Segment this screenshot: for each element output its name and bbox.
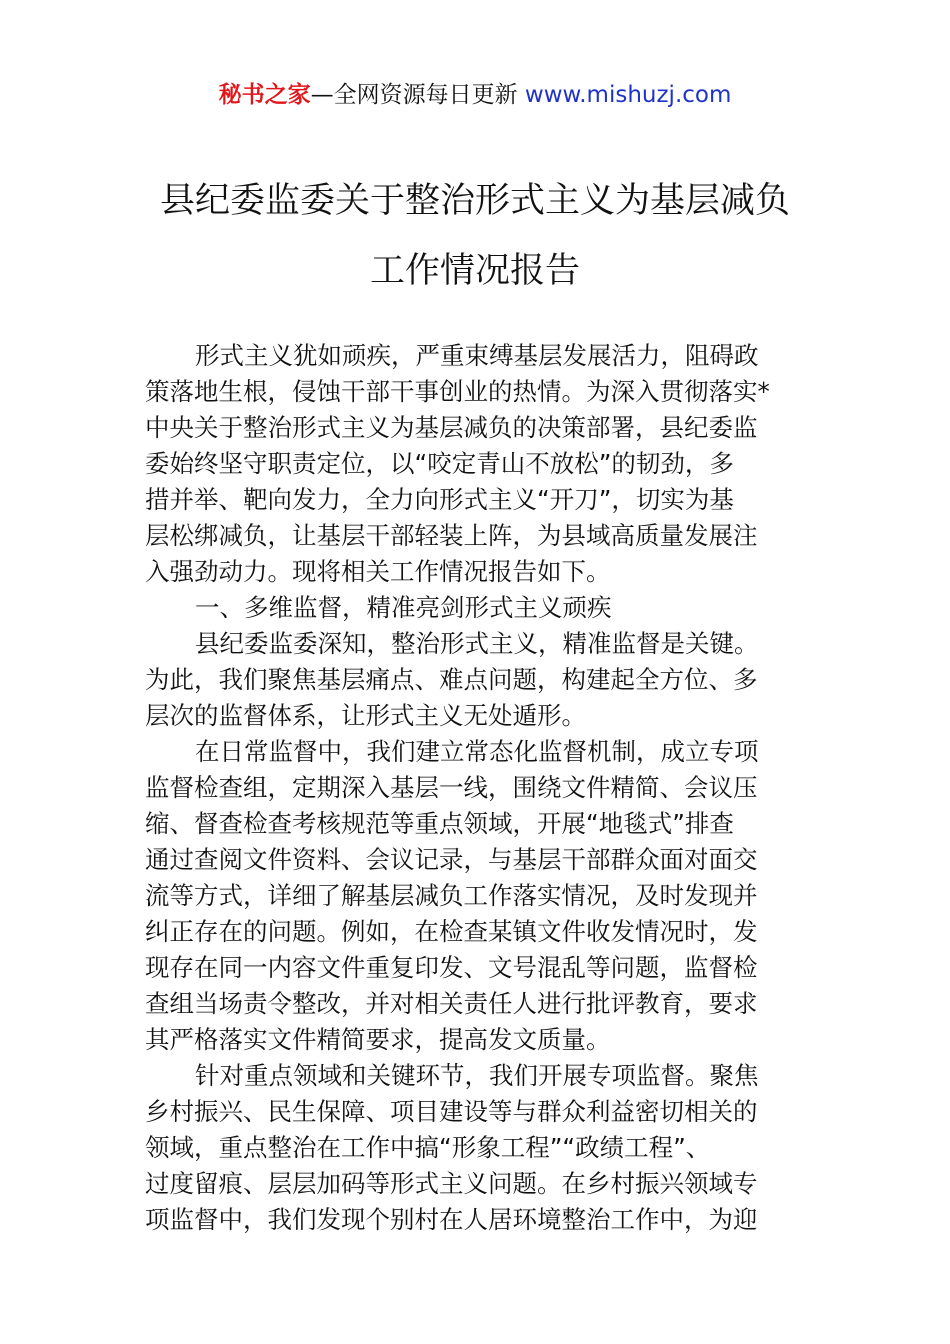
document-title-line-2: 工作情况报告 bbox=[369, 251, 580, 291]
site-url-link[interactable]: www.mishuzj.com bbox=[524, 82, 732, 108]
paragraph-line: 查组当场责令整改，并对相关责任人进行批评教育，要求 bbox=[145, 989, 758, 1018]
paragraph-line: 委始终坚守职责定位，以“咬定青山不放松”的韧劲，多 bbox=[145, 449, 734, 478]
paragraph-line: 通过查阅文件资料、会议记录，与基层干部群众面对面交 bbox=[145, 845, 758, 874]
paragraph-line: 监督检查组，定期深入基层一线，围绕文件精简、会议压 bbox=[145, 773, 758, 802]
paragraph-line: 针对重点领域和关键环节，我们开展专项监督。聚焦 bbox=[195, 1061, 759, 1090]
paragraph-line: 流等方式，详细了解基层减负工作落实情况，及时发现并 bbox=[145, 881, 758, 910]
paragraph-line: 为此，我们聚焦基层痛点、难点问题，构建起全方位、多 bbox=[145, 665, 758, 694]
paragraph-line: 形式主义犹如顽疾，严重束缚基层发展活力，阻碍政 bbox=[195, 341, 759, 370]
paragraph-line: 乡村振兴、民生保障、项目建设等与群众利益密切相关的 bbox=[145, 1097, 758, 1126]
paragraph-line: 领域，重点整治在工作中搞“形象工程”“政绩工程”、 bbox=[145, 1133, 711, 1162]
site-header bbox=[0, 78, 950, 112]
site-brand: 秘书之家 bbox=[218, 82, 311, 108]
paragraph-line: 措并举、靶向发力，全力向形式主义“开刀”，切实为基 bbox=[145, 485, 734, 514]
paragraph-line: 项监督中，我们发现个别村在人居环境整治工作中，为迎 bbox=[145, 1205, 758, 1234]
document-body bbox=[145, 338, 805, 1238]
paragraph-line: 县纪委监委深知，整治形式主义，精准监督是关键。 bbox=[195, 629, 759, 658]
paragraph-line: 中央关于整治形式主义为基层减负的决策部署，县纪委监 bbox=[145, 413, 758, 442]
paragraph-line: 层松绑减负，让基层干部轻装上阵，为县域高质量发展注 bbox=[145, 521, 758, 550]
paragraph-line: 过度留痕、层层加码等形式主义问题。在乡村振兴领域专 bbox=[145, 1169, 758, 1198]
site-tagline: —全网资源每日更新 bbox=[310, 82, 525, 108]
paragraph-line: 入强劲动力。现将相关工作情况报告如下。 bbox=[145, 557, 611, 586]
paragraph-line: 策落地生根，侵蚀干部干事创业的热情。为深入贯彻落实* bbox=[145, 377, 770, 406]
paragraph-line: 现存在同一内容文件重复印发、文号混乱等问题，监督检 bbox=[145, 953, 758, 982]
paragraph-line: 其严格落实文件精简要求，提高发文质量。 bbox=[145, 1025, 611, 1054]
section-heading: 一、多维监督，精准亮剑形式主义顽疾 bbox=[195, 593, 612, 622]
paragraph-line: 缩、督查检查考核规范等重点领域，开展“地毯式”排查 bbox=[145, 809, 734, 838]
paragraph-line: 在日常监督中，我们建立常态化监督机制，成立专项 bbox=[195, 737, 759, 766]
document-title-line-1: 县纪委监委关于整治形式主义为基层减负 bbox=[159, 181, 790, 221]
paragraph-line: 纠正存在的问题。例如，在检查某镇文件收发情况时，发 bbox=[145, 917, 758, 946]
paragraph-line: 层次的监督体系，让形式主义无处遁形。 bbox=[145, 701, 586, 730]
